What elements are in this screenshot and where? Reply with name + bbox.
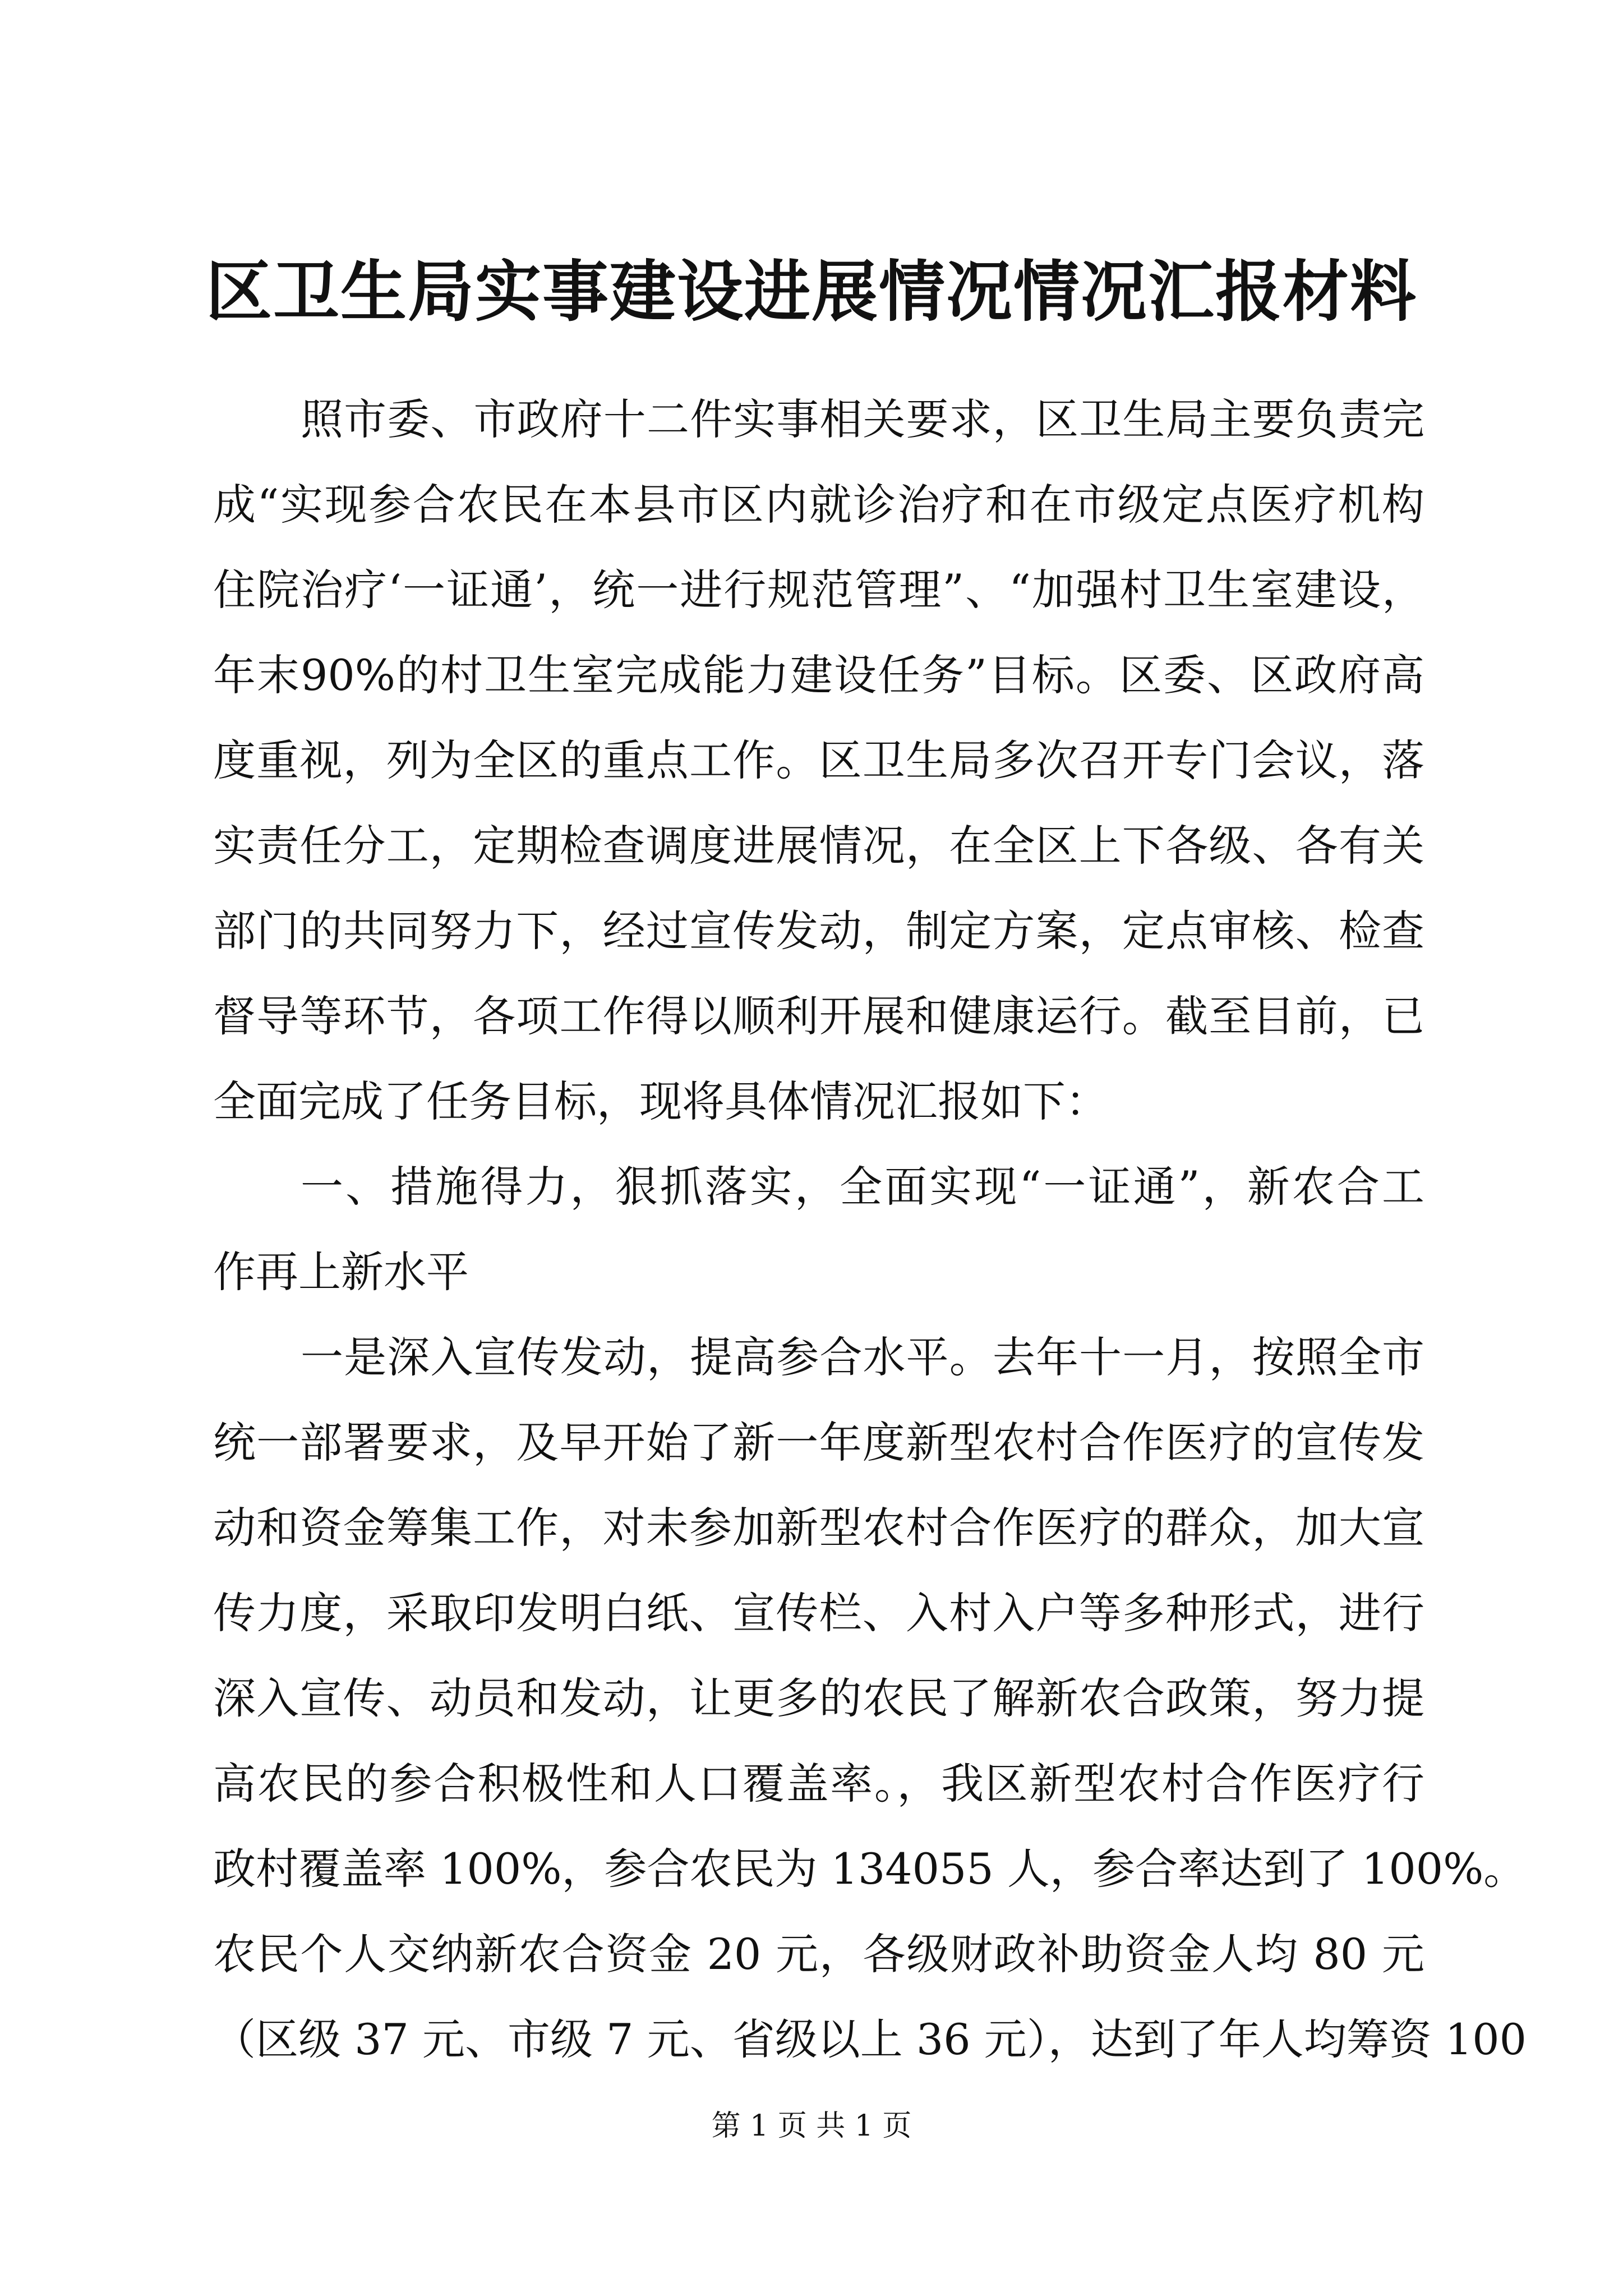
section-heading-line: 一、措施得力，狠抓落实，全面实现“一证通”，新农合工 — [301, 1162, 1424, 1212]
paragraph-line: 传力度，采取印发明白纸、宣传栏、入村入户等多种形式，进行 — [213, 1588, 1424, 1638]
paragraph-line: 实责任分工，定期检查调度进展情况，在全区上下各级、各有关 — [213, 821, 1424, 871]
paragraph-line: 动和资金筹集工作，对未参加新型农村合作医疗的群众，加大宣 — [213, 1503, 1424, 1553]
page-number-footer: 第 1 页 共 1 页 — [711, 2109, 912, 2143]
paragraph-line: 全面完成了任务目标，现将具体情况汇报如下： — [213, 1076, 1108, 1126]
paragraph-line: 政村覆盖率 100%，参合农民为 134055 人，参合率达到了 100%。 — [213, 1844, 1527, 1894]
document-body — [213, 377, 1527, 2082]
paragraph-line: 住院治疗‘一证通’，统一进行规范管理”、“加强村卫生室建设， — [213, 565, 1424, 615]
paragraph-line: 年末90%的村卫生室完成能力建设任务”目标。区委、区政府高 — [213, 650, 1424, 700]
paragraph-line: 农民个人交纳新农合资金 20 元，各级财政补助资金人均 80 元 — [213, 1929, 1424, 1979]
paragraph-line: （区级 37 元、市级 7 元、省级以上 36 元），达到了年人均筹资 100 — [213, 2014, 1527, 2064]
document-title: 区卫生局实事建设进展情况情况汇报材料 — [205, 252, 1417, 330]
paragraph-line: 一是深入宣传发动，提高参合水平。去年十一月，按照全市 — [301, 1332, 1424, 1382]
paragraph-line: 督导等环节，各项工作得以顺利开展和健康运行。截至目前，已 — [213, 991, 1424, 1041]
paragraph-line: 照市委、市政府十二件实事相关要求，区卫生局主要负责完 — [301, 394, 1424, 444]
paragraph-line: 成“实现参合农民在本县市区内就诊治疗和在市级定点医疗机构 — [213, 480, 1424, 530]
paragraph-line: 深入宣传、动员和发动，让更多的农民了解新农合政策，努力提 — [213, 1673, 1424, 1723]
paragraph-line: 高农民的参合积极性和人口覆盖率。，我区新型农村合作医疗行 — [213, 1759, 1424, 1809]
paragraph-line: 度重视，列为全区的重点工作。区卫生局多次召开专门会议，落 — [213, 735, 1424, 785]
section-heading-line: 作再上新水平 — [213, 1247, 469, 1297]
paragraph-line: 统一部署要求，及早开始了新一年度新型农村合作医疗的宣传发 — [213, 1418, 1424, 1467]
paragraph-line: 部门的共同努力下，经过宣传发动，制定方案，定点审核、检查 — [213, 906, 1424, 956]
